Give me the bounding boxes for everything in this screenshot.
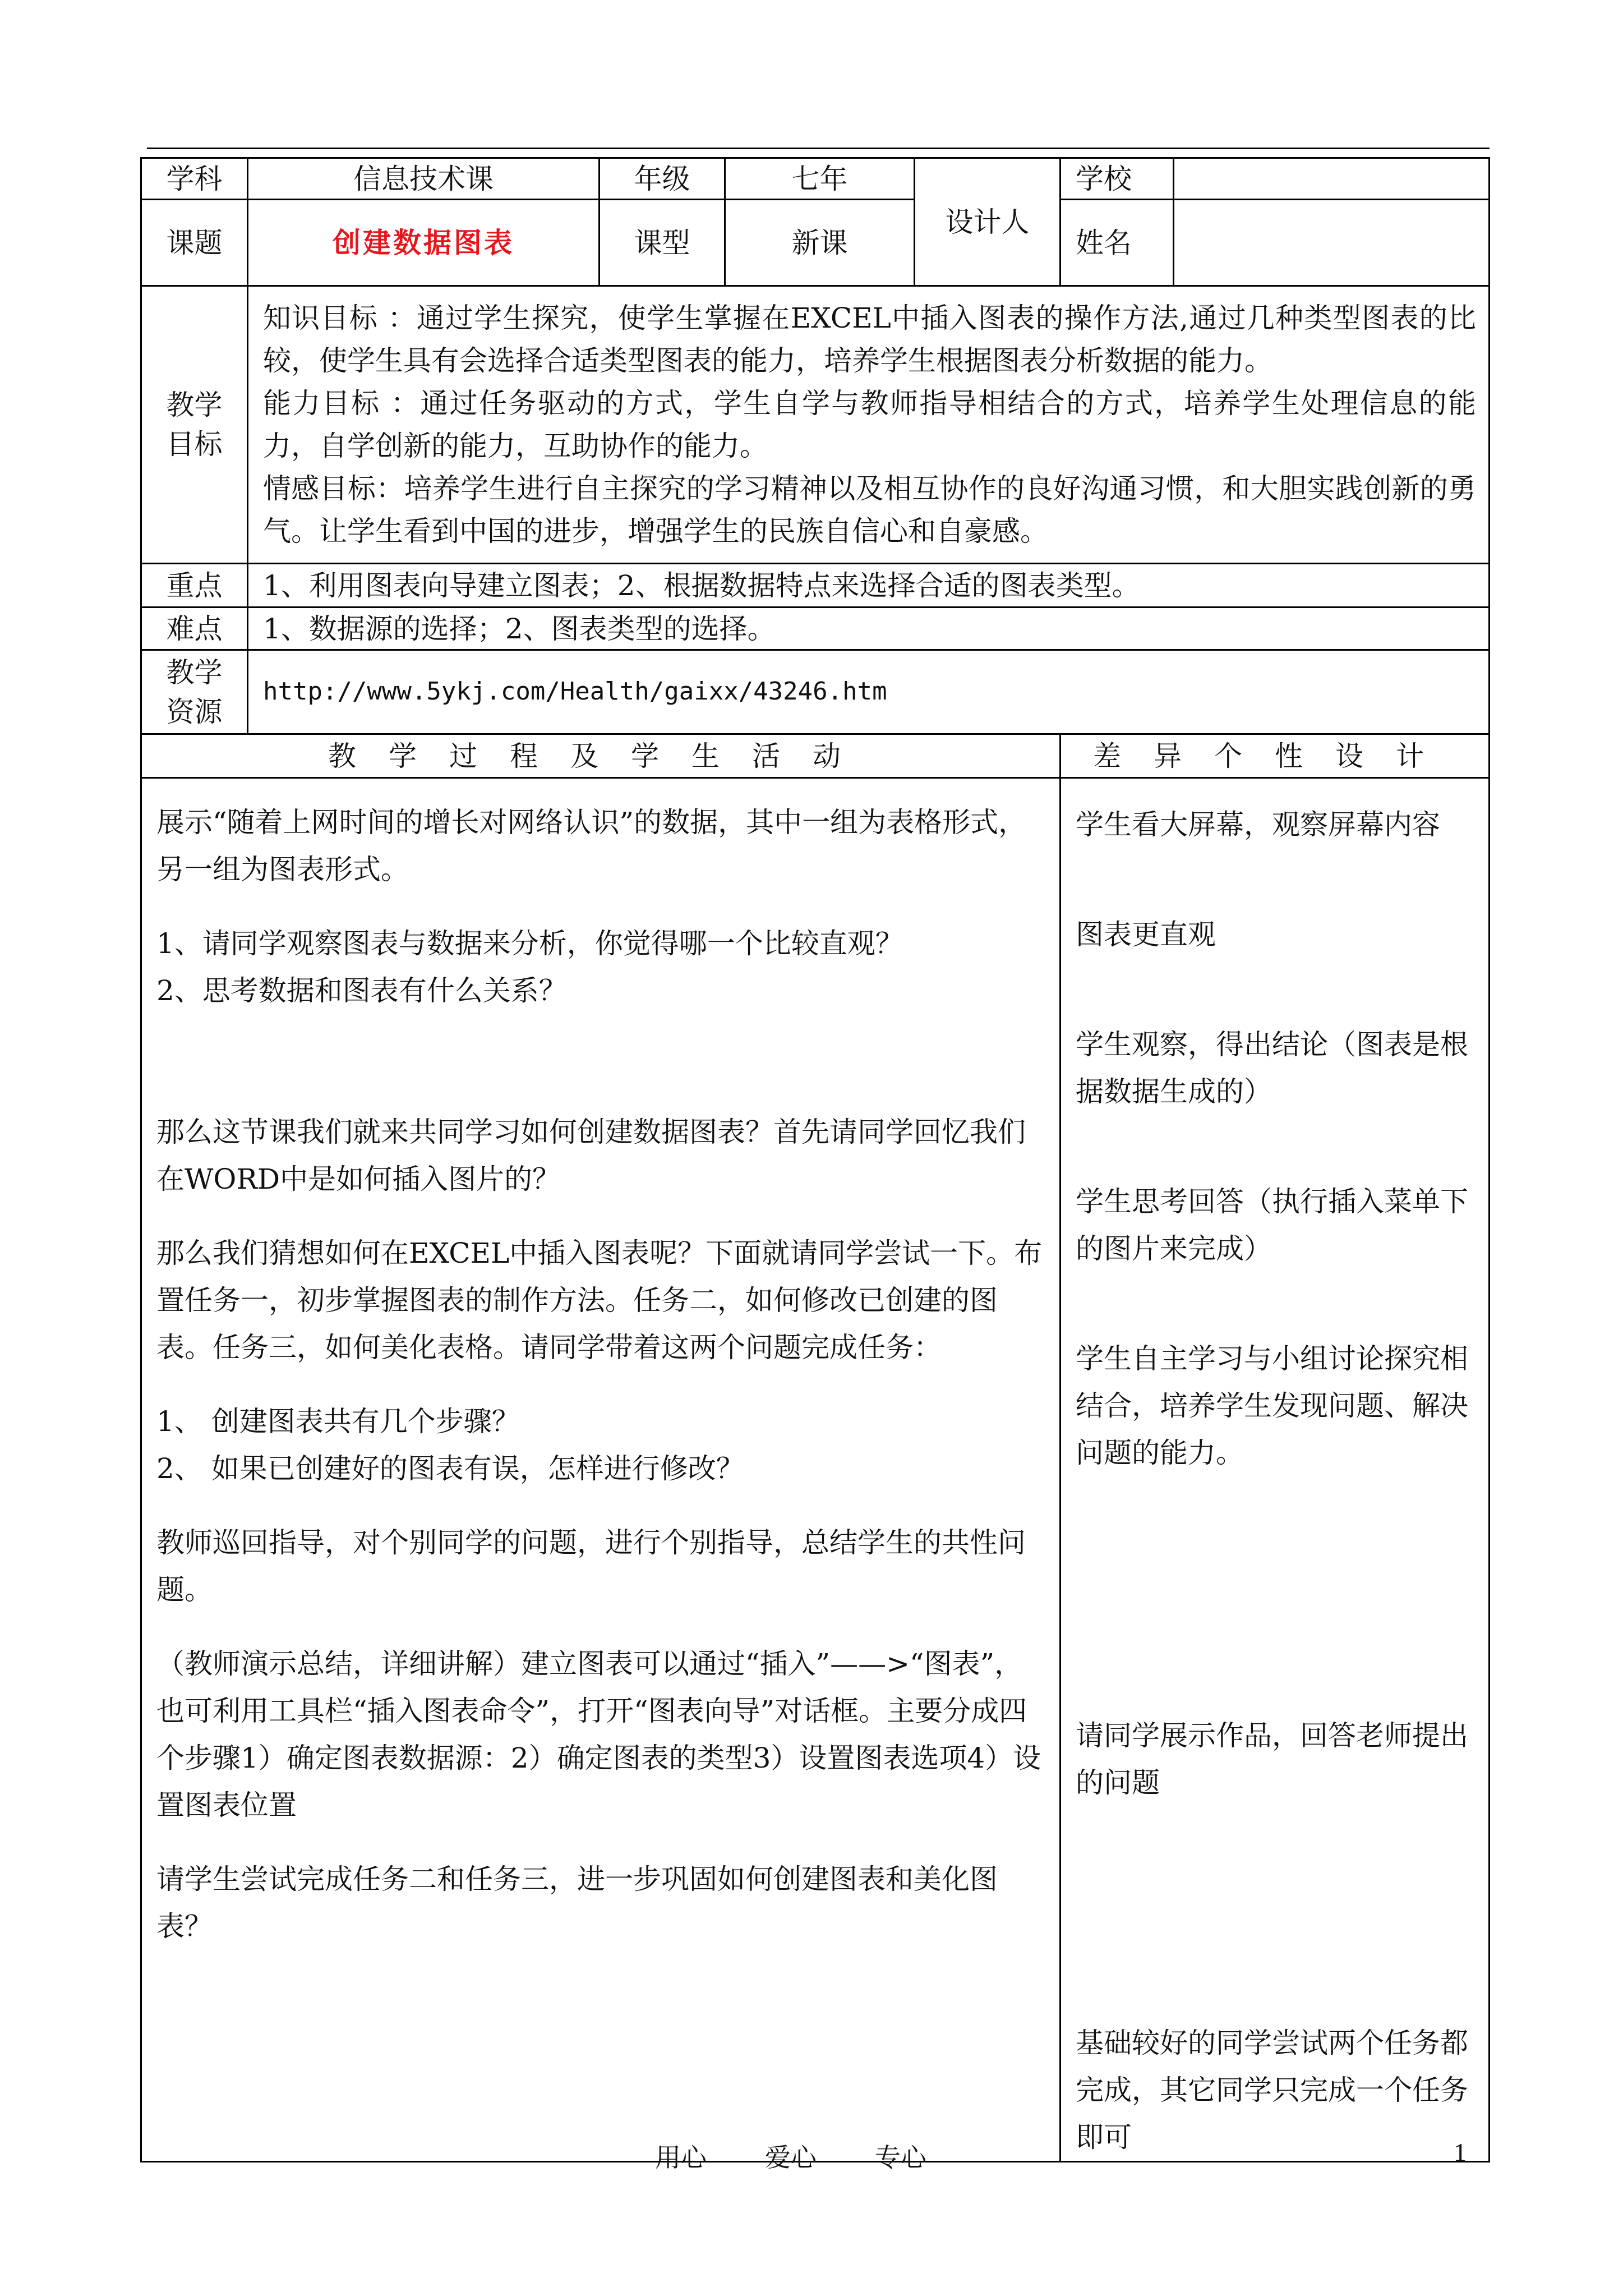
difficulties-text: 1、数据源的选择；2、图表类型的选择。	[248, 608, 1490, 650]
top-rule	[147, 148, 1490, 149]
goals-label: 教学 目标	[141, 286, 248, 564]
differentiation-header: 差异个性设计	[1061, 734, 1490, 778]
resource-link[interactable]: http://www.5ykj.com/Health/gaixx/43246.htm	[248, 650, 1490, 734]
teaching-goals	[248, 286, 1490, 564]
name-label: 姓名	[1061, 200, 1174, 286]
process-header: 教学过程及学生活动	[141, 734, 1061, 778]
footer-word: 爱心	[765, 2142, 817, 2173]
key-points-text: 1、利用图表向导建立图表；2、根据数据特点来选择合适的图表类型。	[248, 564, 1490, 608]
process-paragraph: 请学生尝试完成任务二和任务三，进一步巩固如何创建图表和美化图表？	[156, 1863, 998, 1943]
emotion-goal: 情感目标：培养学生进行自主探究的学习精神以及相互协作的良好沟通习惯，和大胆实践创新的勇气。让学生看到中国的进步，增强学生的民族自信心和自豪感。	[263, 472, 1476, 547]
lesson-type-value: 新课	[725, 200, 915, 286]
school-label: 学校	[1061, 158, 1174, 200]
process-paragraph: 展示“随着上网时间的增长对网络认识”的数据，其中一组为表格形式，另一组为图表形式。	[156, 806, 1027, 886]
process-paragraph: 2、 如果已创建好的图表有误，怎样进行修改？	[156, 1452, 744, 1485]
process-paragraph: 那么这节课我们就来共同学习如何创建数据图表？首先请同学回忆我们在WORD中是如何插入图片的？	[156, 1116, 1026, 1195]
grade-label: 年级	[600, 158, 725, 200]
process-paragraph: 1、 创建图表共有几个步骤？	[156, 1405, 520, 1438]
process-paragraph: 1、请同学观察图表与数据来分析，你觉得哪一个比较直观？	[156, 927, 903, 960]
subject-value: 信息技术课	[248, 158, 600, 200]
differentiation-item: 学生观察，得出结论（图表是根据数据生成的）	[1076, 1028, 1468, 1108]
name-value	[1174, 200, 1490, 286]
lesson-plan-table	[140, 157, 1490, 2162]
differentiation-item: 学生看大屏幕，观察屏幕内容	[1076, 808, 1440, 841]
differentiation-item: 请同学展示作品，回答老师提出的问题	[1076, 1719, 1468, 1799]
grade-value: 七年	[725, 158, 915, 200]
differentiation-content	[1061, 778, 1490, 2162]
process-paragraph: 那么我们猜想如何在EXCEL中插入图表呢？下面就请同学尝试一下。布置任务一，初步掌握图表的制作方法。任务二，如何修改已创建的图表。任务三，如何美化表格。请同学带着这两个问题完成任务：	[156, 1237, 1043, 1364]
resources-label: 教学 资源	[141, 650, 248, 734]
key-points-label: 重点	[141, 564, 248, 608]
ability-goal: 能力目标 ：通过任务驱动的方式，学生自学与教师指导相结合的方式，培养学生处理信息的能力，自学创新的能力，互助协作的能力。	[263, 387, 1476, 462]
page-number: 1	[1454, 2138, 1467, 2166]
process-paragraph: 2、思考数据和图表有什么关系？	[156, 974, 567, 1007]
topic-label: 课题	[141, 200, 248, 286]
process-paragraph: 教师巡回指导，对个别同学的问题，进行个别指导，总结学生的共性问题。	[156, 1526, 1026, 1606]
footer-word: 专心	[875, 2142, 926, 2173]
subject-label: 学科	[141, 158, 248, 200]
differentiation-item: 图表更直观	[1076, 918, 1216, 951]
knowledge-goal: 知识目标 ：通过学生探究，使学生掌握在EXCEL中插入图表的操作方法,通过几种类型图表的比较，使学生具有会选择合适类型图表的能力，培养学生根据图表分析数据的能力。	[263, 302, 1476, 377]
lesson-title: 创建数据图表	[248, 200, 600, 286]
process-paragraph: （教师演示总结，详细讲解）建立图表可以通过“插入”——>“图表”，也可利用工具栏“插入图表命令”，打开“图表向导”对话框。主要分成四个步骤1）确定图表数据源：2）确定图表的类型3）设置图表选项4）设置图表位置	[156, 1648, 1041, 1821]
process-content	[141, 778, 1061, 2162]
difficulties-label: 难点	[141, 608, 248, 650]
footer-word: 用心	[655, 2142, 707, 2173]
lesson-type-label: 课型	[600, 200, 725, 286]
designer-label: 设计人	[915, 158, 1061, 286]
differentiation-item: 学生思考回答（执行插入菜单下的图片来完成）	[1076, 1185, 1468, 1265]
school-value	[1174, 158, 1490, 200]
differentiation-item: 学生自主学习与小组讨论探究相结合，培养学生发现问题、解决问题的能力。	[1076, 1342, 1468, 1469]
differentiation-item: 基础较好的同学尝试两个任务都完成，其它同学只完成一个任务即可	[1076, 2027, 1468, 2154]
